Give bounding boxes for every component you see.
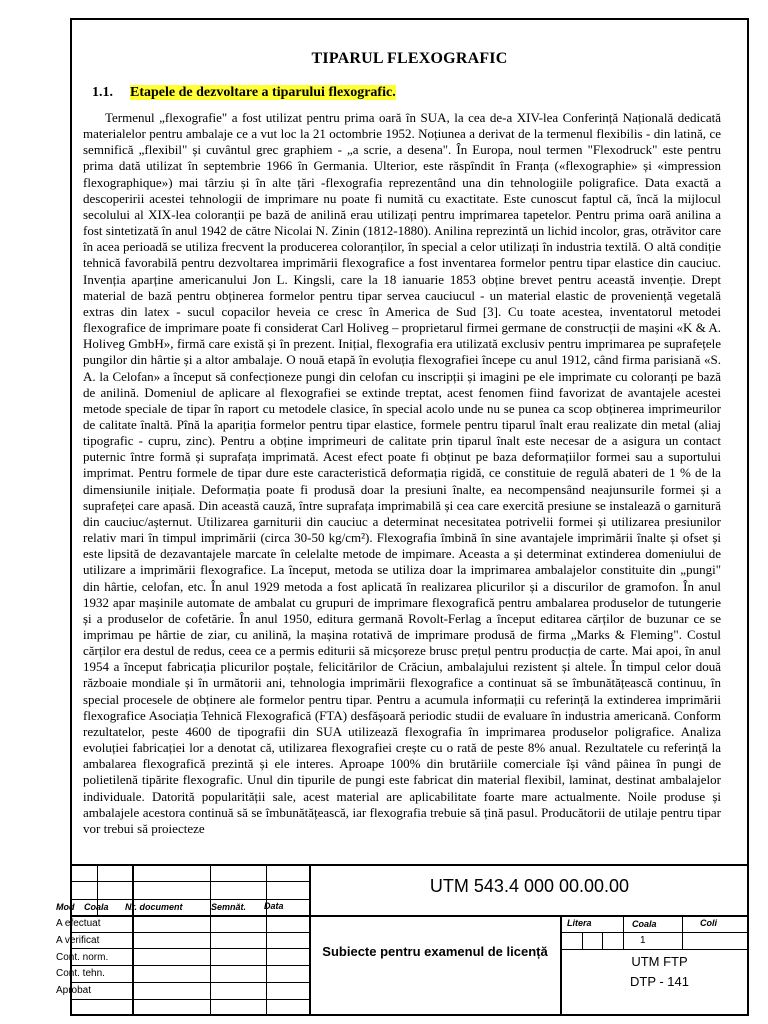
tb-grid-line — [70, 999, 310, 1000]
tb-grid-line — [70, 881, 310, 882]
tb-grid-line — [70, 965, 310, 966]
col-nr-document-label: Nr. document — [125, 902, 183, 912]
row-verificat-label: A verificat — [56, 935, 100, 946]
tb-grid-line — [682, 915, 683, 949]
subject-title: Subiecte pentru examenul de licență — [322, 944, 548, 959]
body-text — [83, 110, 721, 872]
tb-grid-line — [210, 864, 211, 1016]
tb-grid-line — [70, 915, 749, 917]
tb-grid-line — [582, 932, 583, 949]
tb-grid-line — [560, 932, 749, 933]
tb-grid-line — [70, 932, 310, 933]
coala-label: Coala — [632, 919, 657, 929]
tb-grid-line — [70, 948, 310, 949]
col-data-label: Data — [264, 901, 284, 911]
tb-grid-line — [70, 899, 310, 900]
tb-grid-line — [623, 915, 624, 949]
tb-grid-line — [560, 949, 749, 950]
organization-block — [570, 952, 749, 992]
coli-label: Coli — [700, 918, 717, 928]
coala-value: 1 — [640, 935, 646, 946]
row-efectuat-label: A efectuat — [56, 918, 101, 929]
row-aprobat-label: Aprobat — [56, 985, 92, 996]
body-paragraph: Termenul „flexografie" a fost utilizat pentru prima oară în SUA, la cea de-a XIV-lea Conferință Națională dedicată materialelor pentru ambalaje ce a vut loc la 21 octombrie 1952. Noțiunea a derivat de la termenul flexibilis - din latină, ce semnifică „flexibil" și cuvântul grec graphiem - „a scrie, a desena". În Europa, noul termen "Flexodruck" este pentru prima dată utilizat în septembrie 1966 în Germania. Ulterior, este răspîndit în Franța («flexographie» și «impression flexographique») mai târziu și în alte țări -flexografia reprezentând una din tehnologiile poligrafice. Data exactă a descoperirii acestei tehnologii de imprimare nu poate fi numită cu exactitate. Este cunoscut faptul că, încă la mijlocul secolului al XIX-lea coloranții pe bază de anilină erau utilizați pentru imprimarea tapetelor. Pentru prima oară anilina a fost sintetizată în anul 1942 de către Nicolai N. Zinin (1812-1880). Anilina reprezintă un lichid incolor, gras, otrăvitor care în acea perioadă se utiliza frecvent la producerea coloranților, în special a celor utilizați în industria textilă. O altă condiție tehnică favorabilă pentru dezvoltarea imprimării flexografice a fost inventarea formelor pentru tipar elastice din cauciuc. Invenția aparține americanului Jon L. Kingsli, care la 18 ianuarie 1853 obține brevet pentru această invenție. Drept material de bază pentru obținerea formelor pentru tipar servea cauciucul - un material elastic de proveniență vegetală extras din latex - sucul copacilor heveia ce cresc în America de Sud [3]. Cu toate acestea, inventatorul metodei flexografice de imprimare poate fi considerat Carl Holiveg – proprietarul firmei germane de construcții de mașini «K & A. Holiveg GmbH», firmă care există și în prezent. Inițial, flexografia era utilizată exclusiv pentru imprimarea pe suprafețele pungilor din hârtie și a altor ambalaje. O nouă etapă în evoluția flexografiei începe cu anul 1912, când firma parisiană «S. A. la Celofan» a început să confecționeze pungi din celofan cu inscripții și imagini pe ele imprimate cu coloranți pe bază de anilină. Domeniul de aplicare al flexografiei se extinde treptat, acest fenomen fiind favorizat de avantajele acestei metode speciale de tipar în raport cu metodele clasice, în special acolo unde nu se punea ca scop obținerea imprimeurilor de calitate înaltă. Pînă la apariția formelor pentru tipar elastice, formele pentru tiparul înalt erau realizate din metal (aliaj tipografic - cupru, zinc). Pentru a obține imprimeuri de calitate prin tiparul înalt este necesar de a asigura un contact puternic între formă și suprafața imprimată. Acest efect poate fi obținut pe baza deformațiilor formei sau a suportului imprimat. Pentru formele de tipar dure este caracteristică deformația rigidă, ce constituie de regulă abateri de 1 % de la dimensiunile inițiale. Deformația poate fi produsă doar la presiuni înalte, ea necompensând neajunsurile formei și a suprafeței care apasă. Din această cauză, între suprafața imprimabilă și cea care exercită presiune se instalează o garnitură din cauciuc/așternut. Utilizarea garniturii din cauciuc a determinat necesitatea potrivelii formei și utilizarea presiunilor relativ mari în timpul imprimării (circa 30-50 kg/cm²). Flexografia îmbină în sine avantajele imprimării înalte și ofset și este lipsită de dezavantajele marcate în celelalte metode de impimare. Aceasta a și determinat extinderea domeniului de utilizare a imprimării flexografice. La început, metoda se utiliza doar la imprimarea ambalajelor constituite din „pungi" din hârtie, celofan, etc. În anul 1929 metoda a fost aplicată în realizarea plicurilor și a discurilor de gramofon. În anul 1932 apar mașinile automate de ambalat cu grupuri de imprimare flexografică pentru ambalarea produselor de tutungerie și a produselor de cofetărie. În anul 1950, editura germană Rovolt-Ferlag a început editarea cărților de buzunar ce se imprimau pe hârtie de ziar, cu anilină, la mașina rotativă de imprimare produsă de firma „Marks & Fleming". Costul cărților era destul de redus, ceea ce a permis editurii să micșoreze brusc prețul pentru producția de carte. Mai apoi, în anul 1954 a început fabricația plicurilor poștale, felicitărilor de Crăciun, ambalajului rezistent și altele. În timpul celor două războaie mondiale și în următorii ani, tehnologia imprimării flexografice a continuat să se îmbunătățească continuu, în special procesele de obținere ale formelor pentru tipar. Pentru a acumula informații cu referință la extinderea imprimării flexografice Asociația Tehnică Flexografică (FTA) desfășoară periodic studii de evaluare în industria americană. Conform rezultatelor, peste 4600 de tipografii din SUA utilizează flexografia în imprimarea produselor poligrafice. Analiza evoluției fabricației lor a denotat că, utilizarea flexografiei crește cu o rată de peste 8% anual. Rezultatele cu referință la ambalarea flexografică prezintă și ele interes. Aproape 100% din brutăriile comerciale își vând pâinea în pungi de polietilenă tipărite flexografic. Unul din tipurile de pungi este fabricat din material flexibil, laminat, destinat ambalajelor individuale. Datorită popularității sale, acest material are aplicabilitate foarte mare actualmente. Noile produse și ambalajele acestora continuă să se îmbunătățească, iar flexografia trebuie să țină pasul. Producătorii de utilaje pentru tipar vor trebui să proiecteze — [83, 110, 721, 836]
tb-grid-line — [602, 932, 603, 949]
section-heading — [92, 85, 396, 101]
section-number: 1.1. — [92, 85, 113, 100]
org-line-2: DTP - 141 — [629, 974, 689, 989]
col-coala-label: Coala — [84, 902, 109, 912]
section-title: Etapele de dezvoltare a tiparului flexografic. — [130, 85, 396, 100]
document-code: UTM 543.4 000 00.00.00 — [429, 876, 630, 896]
row-cont-tehn-label: Cont. tehn. — [56, 968, 105, 979]
tb-grid-line — [266, 864, 267, 1016]
tb-grid-line — [70, 982, 310, 983]
col-semnat-label: Semnăt. — [211, 902, 247, 912]
document-title: TIPARUL FLEXOGRAFIC — [311, 50, 508, 67]
org-line-1: UTM FTP — [631, 954, 688, 969]
tb-top-line — [70, 864, 749, 866]
title-block — [56, 864, 749, 1016]
col-mod-label: Mod — [56, 902, 75, 912]
tb-grid-line — [560, 915, 562, 1016]
row-cont-norm-label: Cont. norm. — [56, 952, 109, 963]
tb-grid-line — [132, 864, 134, 1016]
litera-label: Litera — [567, 918, 592, 928]
